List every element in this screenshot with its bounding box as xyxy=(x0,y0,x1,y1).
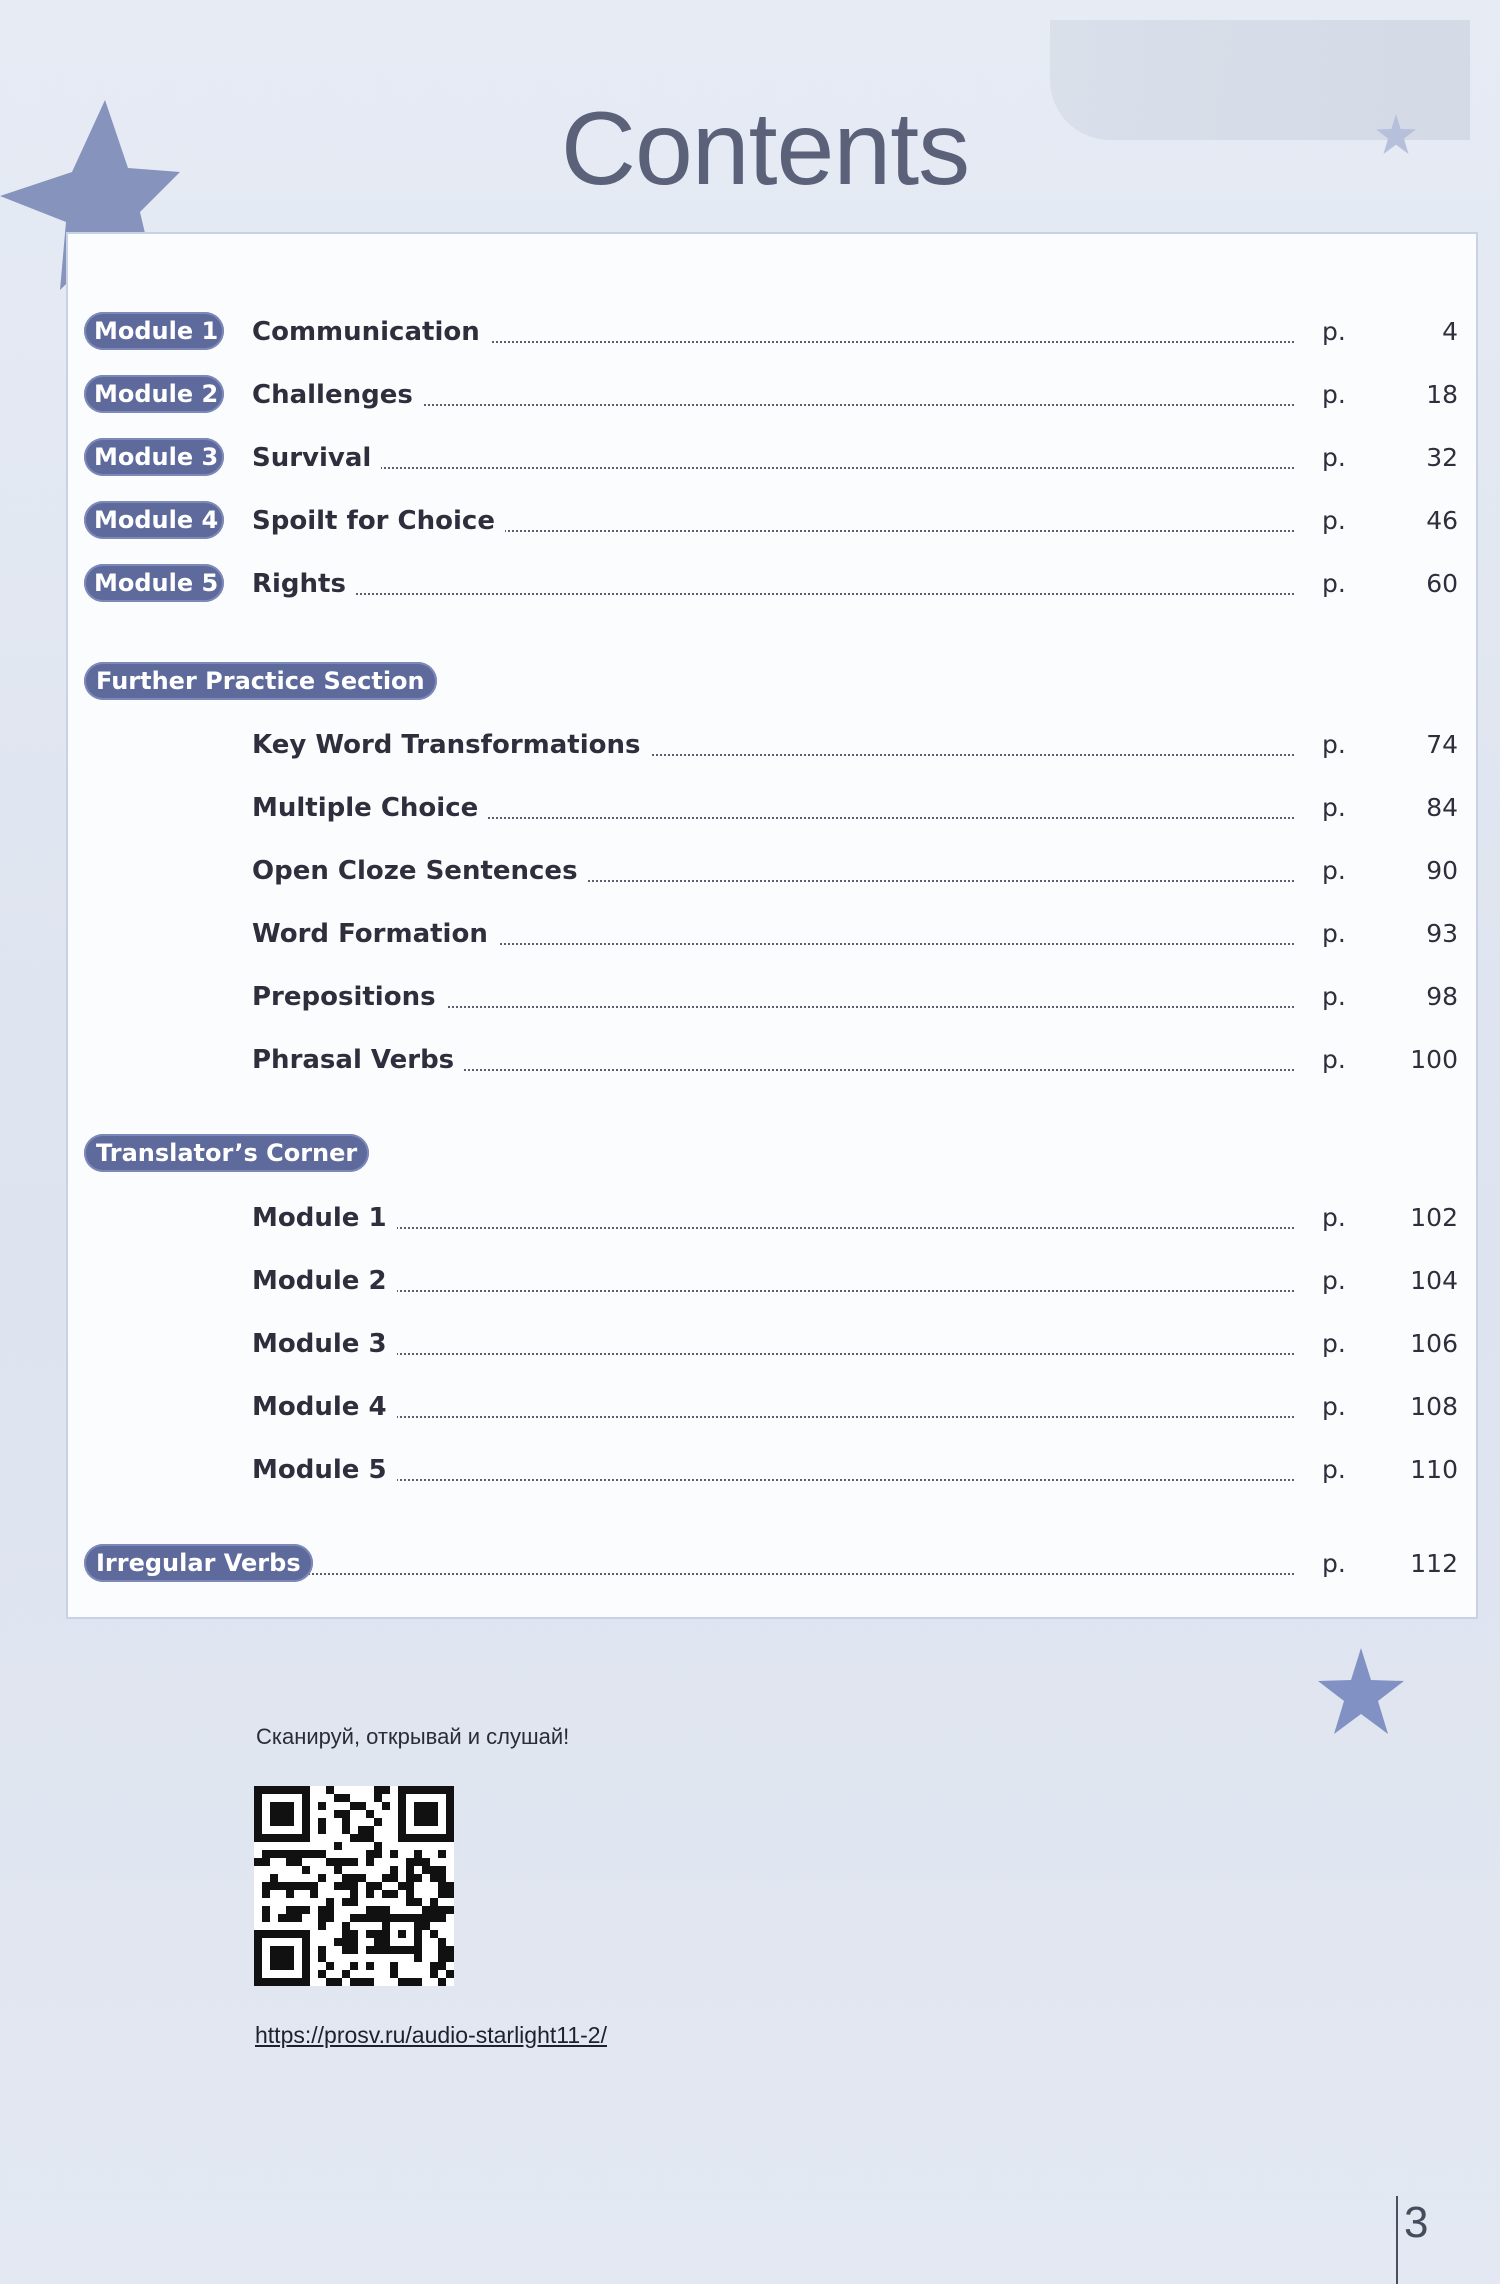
section-heading-translators-corner xyxy=(68,1134,1480,1178)
page-prefix: p. xyxy=(1322,1203,1346,1232)
page-number-divider xyxy=(1396,2196,1398,2284)
page-number-value: 18 xyxy=(1426,380,1458,409)
page-prefix: p. xyxy=(1322,982,1346,1011)
page-number-value: 100 xyxy=(1410,1045,1458,1074)
module-badge: Module 5 xyxy=(84,564,224,602)
module-badge: Module 4 xyxy=(84,501,224,539)
page-number-value: 106 xyxy=(1410,1329,1458,1358)
page-prefix: p. xyxy=(1322,1329,1346,1358)
toc-row-irregular-verbs[interactable] xyxy=(68,1544,1480,1588)
page-prefix: p. xyxy=(1322,856,1346,885)
toc-row-module-2[interactable] xyxy=(68,375,1480,419)
toc-entry-label: Prepositions xyxy=(252,977,446,1017)
page-prefix: p. xyxy=(1322,506,1346,535)
section-heading-further-practice xyxy=(68,662,1480,706)
toc-entry-label: Spoilt for Choice xyxy=(252,501,505,541)
page-number-value: 104 xyxy=(1410,1266,1458,1295)
page-prefix: p. xyxy=(1322,569,1346,598)
toc-entry-label: Open Cloze Sentences xyxy=(252,851,588,891)
page-number-value: 110 xyxy=(1410,1455,1458,1484)
page-number-value: 32 xyxy=(1426,443,1458,472)
toc-entry-label: Module 2 xyxy=(252,1261,397,1301)
section-badge: Irregular Verbs xyxy=(84,1544,313,1582)
toc-entry-label: Survival xyxy=(252,438,381,478)
page-prefix: p. xyxy=(1322,1455,1346,1484)
toc-entry-label: Phrasal Verbs xyxy=(252,1040,464,1080)
toc-entry-label: Challenges xyxy=(252,375,423,415)
page-number-value: 84 xyxy=(1426,793,1458,822)
page-number-value: 98 xyxy=(1426,982,1458,1011)
toc-entry-label: Module 3 xyxy=(252,1324,397,1364)
page-number-value: 4 xyxy=(1442,317,1458,346)
toc-entry-label: Module 5 xyxy=(252,1450,397,1490)
toc-row-module-4[interactable] xyxy=(68,501,1480,545)
page-number: 3 xyxy=(1404,2198,1429,2247)
contents-panel xyxy=(66,232,1478,1619)
dotted-leader xyxy=(252,467,1294,469)
page-prefix: p. xyxy=(1322,793,1346,822)
toc-row-module-1[interactable] xyxy=(68,312,1480,356)
page-number-value: 74 xyxy=(1426,730,1458,759)
module-badge: Module 2 xyxy=(84,375,224,413)
section-badge: Translator’s Corner xyxy=(84,1134,369,1172)
dotted-leader xyxy=(252,1227,1294,1229)
page-number-value: 93 xyxy=(1426,919,1458,948)
page-title: Contents xyxy=(560,91,970,207)
toc-entry-label: Key Word Transformations xyxy=(252,725,650,765)
page-prefix: p. xyxy=(1322,317,1346,346)
dotted-leader xyxy=(252,1479,1294,1481)
dotted-leader xyxy=(252,1353,1294,1355)
toc-row-multiple-choice[interactable] xyxy=(68,788,1480,832)
page-prefix: p. xyxy=(1322,380,1346,409)
toc-row-module-5[interactable] xyxy=(68,564,1480,608)
qr-caption: Сканируй, открывай и слушай! xyxy=(256,1724,570,1749)
toc-row-translator-module-4[interactable] xyxy=(68,1387,1480,1431)
toc-entry-label: Module 1 xyxy=(252,1198,397,1238)
toc-row-open-cloze[interactable] xyxy=(68,851,1480,895)
dotted-leader xyxy=(252,1416,1294,1418)
module-badge: Module 1 xyxy=(84,312,224,350)
page-number-value: 46 xyxy=(1426,506,1458,535)
toc-row-translator-module-2[interactable] xyxy=(68,1261,1480,1305)
star-decoration-right xyxy=(1318,1648,1404,1734)
toc-row-word-formation[interactable] xyxy=(68,914,1480,958)
page-prefix: p. xyxy=(1322,1549,1346,1578)
page-prefix: p. xyxy=(1322,443,1346,472)
page-number-value: 60 xyxy=(1426,569,1458,598)
toc-entry-label: Multiple Choice xyxy=(252,788,488,828)
toc-row-key-word-transformations[interactable] xyxy=(68,725,1480,769)
dotted-leader xyxy=(284,1573,1294,1575)
page-prefix: p. xyxy=(1322,919,1346,948)
page-prefix: p. xyxy=(1322,1392,1346,1421)
toc-entry-label: Module 4 xyxy=(252,1387,397,1427)
toc-row-module-3[interactable] xyxy=(68,438,1480,482)
page-prefix: p. xyxy=(1322,1266,1346,1295)
page-prefix: p. xyxy=(1322,730,1346,759)
section-badge: Further Practice Section xyxy=(84,662,437,700)
page-number-value: 90 xyxy=(1426,856,1458,885)
page-number-value: 108 xyxy=(1410,1392,1458,1421)
dotted-leader xyxy=(252,593,1294,595)
toc-entry-label: Word Formation xyxy=(252,914,498,954)
dotted-leader xyxy=(252,1290,1294,1292)
page-prefix: p. xyxy=(1322,1045,1346,1074)
toc-row-phrasal-verbs[interactable] xyxy=(68,1040,1480,1084)
module-badge: Module 3 xyxy=(84,438,224,476)
qr-code-icon[interactable] xyxy=(254,1786,454,1986)
toc-entry-label: Rights xyxy=(252,564,356,604)
toc-row-translator-module-5[interactable] xyxy=(68,1450,1480,1494)
toc-entry-label: Communication xyxy=(252,312,490,352)
page-number-value: 112 xyxy=(1410,1549,1458,1578)
toc-row-translator-module-1[interactable] xyxy=(68,1198,1480,1242)
toc-row-prepositions[interactable] xyxy=(68,977,1480,1021)
page-number-value: 102 xyxy=(1410,1203,1458,1232)
toc-row-translator-module-3[interactable] xyxy=(68,1324,1480,1368)
audio-link[interactable]: https://prosv.ru/audio-starlight11-2/ xyxy=(255,2022,607,2048)
